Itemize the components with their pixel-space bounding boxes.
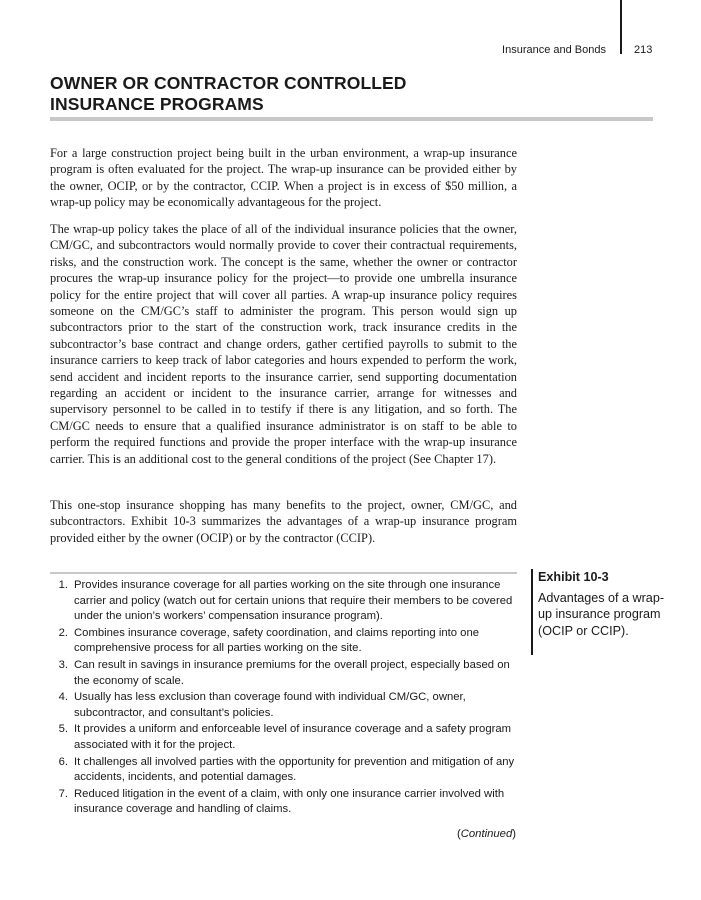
body-paragraph-1: For a large construction project being built in the urban environment, a wrap-up insurance program is often evaluated for the project. The wrap-up insurance can be provided either by the owner, OCIP, or by the contractor, CCIP. When a project is in excess of $50 million, a wrap-up policy may be economically advantageous for the project. (50, 146, 517, 210)
exhibit-list-item (55, 658, 515, 689)
item-text: Combines insurance coverage, safety coordination, and claims reporting into one comprehensive process for all parties working on the site. (74, 626, 480, 655)
exhibit-list-item (55, 722, 515, 753)
exhibit-list-item (55, 626, 515, 657)
item-text: Usually has less exclusion than coverage found with individual CM/GC, owner, subcontractor, and consultant’s policies. (74, 691, 466, 719)
caption-bar (531, 569, 533, 655)
item-number: 5. (58, 723, 68, 736)
section-heading (50, 73, 610, 115)
item-number: 1. (58, 579, 68, 591)
item-text: Can result in savings in insurance premiums for the overall project, especially based on the economy of scale. (74, 658, 510, 687)
item-text: Reduced litigation in the event of a claim, with only one insurance carrier involved with insurance coverage and handling of claims. (74, 787, 505, 816)
item-number: 3. (58, 658, 68, 671)
exhibit-list-item (55, 578, 515, 625)
heading-rule (50, 117, 653, 121)
item-number: 2. (58, 626, 68, 639)
item-text: Provides insurance coverage for all parties working on the site through one insurance carrier and policy (watch out for certain unions that require their members to be covered under the union’s workers’ compensation insurance program). (74, 579, 513, 623)
page-number: 213 (634, 44, 653, 56)
section-heading-line1: OWNER OR CONTRACTOR CONTROLLED (50, 73, 407, 93)
body-paragraph-3: This one-stop insurance shopping has many benefits to the project, owner, CM/GC, and subcontractors. Exhibit 10-3 summarizes the advantages of a wrap-up insurance program provided either by the owner (OCIP) or by the contractor (CCIP). (50, 498, 517, 545)
continued-note: (Continued) (456, 828, 516, 840)
item-text: It provides a uniform and enforceable level of insurance coverage and a safety program associated with it for the project. (74, 723, 512, 751)
exhibit-list-item (55, 787, 515, 818)
item-number: 7. (58, 787, 68, 800)
exhibit-caption-text: Advantages of a wrap-up insurance program (OCIP or CCIP). (538, 591, 665, 638)
section-heading-line2: INSURANCE PROGRAMS (50, 94, 264, 114)
exhibit-top-rule (50, 572, 517, 574)
running-head-title: Insurance and Bonds (502, 44, 606, 56)
header-vertical-rule (620, 0, 622, 54)
exhibit-list-item (55, 755, 515, 786)
item-number: 6. (58, 755, 68, 768)
exhibit-caption-title: Exhibit 10-3 (538, 570, 609, 584)
item-text: It challenges all involved parties with the opportunity for prevention and mitigation of any accidents, incidents, and potential damages. (74, 755, 515, 784)
body-paragraph-2: The wrap-up policy takes the place of all of the individual insurance policies that the owner, CM/GC, and subcontractors would normally provide to cover their contractual requirements, risks, and the construction work. The concept is the same, whether the owner or contractor procures the wrap-up insurance policy for the project—to provide one umbrella insurance policy for the entire project that will cover all parties. A wrap-up insurance policy requires someone on the CM/GC’s staff to administer the program. This person would sign up subcontractors prior to the start of the construction work, track insurance credits in the subcontractor’s base contract and change orders, gather certified payrolls to submit to the insurance carriers to keep track of labor categories and hours expended to perform the work, send accident and incident reports to the insurance carrier, send supporting documentation regarding an accident or incident to the insurance carrier, arrange for witnesses and supervisory personnel to be called in to testify if there is any litigation, and so forth. The CM/GC needs to ensure that a qualified insurance administrator is on staff to be able to perform the required functions and provide the proper interface with the wrap-up insurance carrier. This is an additional cost to the general conditions of the project (See Chapter 17). (50, 222, 517, 466)
item-number: 4. (58, 691, 68, 704)
exhibit-list (55, 578, 515, 819)
continued-text: Continued (460, 828, 513, 840)
exhibit-list-item (55, 690, 515, 721)
